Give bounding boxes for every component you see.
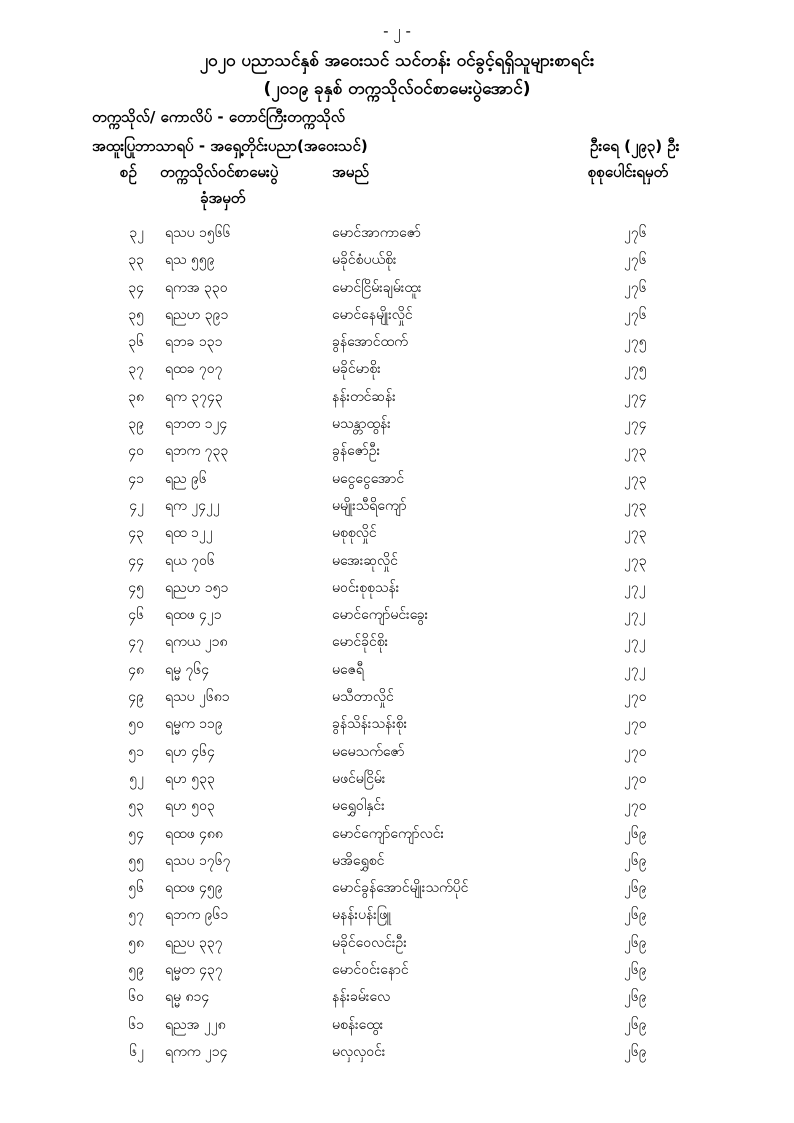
student-name: မဖင်မငြိမ်း [332,770,386,787]
table-row [0,657,794,684]
col-header-marks: စုစုပေါင်းရမှတ် [588,163,669,181]
major-label: အထူးပြုဘာသာရပ် - အရှေ့တိုင်းပညာ(အဝေးသင်) [92,137,368,155]
table-row [0,821,794,848]
roll-number: ရက ၃၇၄၃ [165,388,223,405]
total-marks: ၂၇၂ [624,661,646,678]
roll-number: ရဟ ၄၆၄ [165,743,215,760]
table-row [0,247,794,274]
roll-number: ရဟ ၅၀၃ [165,798,215,815]
row-number: ၄၄ [128,552,144,569]
roll-number: ရကယ ၂၁၈ [165,634,228,651]
total-marks: ၂၆၉ [624,880,647,897]
student-name: မလှလှဝင်း [332,1043,386,1060]
total-marks: ၂၇၃ [624,443,647,460]
results-table [0,220,794,1066]
col-header-roll-line2: ခုံအမှတ် [200,189,246,207]
table-row [0,930,794,957]
table-row [0,493,794,520]
university-label: တက္ကသိုလ်/ ကောလိပ် - တောင်ကြီးတက္ကသိုလ် [92,108,345,126]
roll-number: ရညပ ၃၃၇ [165,934,223,951]
document-subtitle: (၂၀၁၉ ခုနှစ် တက္ကသိုလ်ဝင်စာမေးပွဲအောင်) [263,79,531,99]
total-marks: ၂၇၃ [624,552,647,569]
student-name: မောင်နေမျိုးလှိုင် [332,306,413,323]
student-name: မရွှေဝါနှင်း [332,798,385,815]
total-marks: ၂၆၉ [624,1043,647,1060]
row-number: ၅၂ [129,770,144,787]
total-marks: ၂၇၀ [624,689,647,706]
student-name: မောင်ကျော်မင်းခွေး [332,607,429,624]
table-row [0,629,794,656]
row-number: ၃၈ [128,388,144,405]
student-name: မဝင်းစုစုသန်း [332,579,400,596]
total-marks: ၂၇၆ [624,279,647,296]
table-row [0,466,794,493]
roll-number: ရသပ ၁၅၆၆ [165,225,231,241]
total-marks: ၂၇၀ [624,716,647,733]
roll-number: ရဘက ၇၃၃ [165,443,229,460]
total-marks: ၂၇၂ [624,634,646,651]
total-marks: ၂၇၅ [624,361,647,378]
student-name: မောင်ငြိမ်းချမ်းထူး [332,279,422,296]
table-row [0,384,794,411]
row-number: ၄၁ [128,470,144,487]
student-name: မသန္တာထွန်း [332,416,391,433]
table-header [0,163,794,191]
row-number: ၃၅ [128,306,144,323]
row-number: ၄၃ [128,525,144,542]
roll-number: ရထဖ ၄၈၈ [165,825,223,842]
roll-number: ရဟ ၅၃၃ [165,770,215,787]
roll-number: ရည ၉၆ [165,470,207,487]
table-row [0,684,794,711]
student-name: မမျိုးသီရိကျော် [332,497,407,514]
row-number: ၆၀ [128,989,144,1006]
total-marks: ၂၇၀ [624,798,647,815]
row-number: ၆၂ [129,1043,144,1060]
row-number: ၃၂ [129,225,144,241]
student-name: ခွန်သိန်းသန်းစိုး [332,716,408,733]
total-marks: ၂၆၉ [624,825,647,842]
roll-number: ရက ၂၄၂၂ [165,497,220,514]
table-header-line2 [0,189,794,217]
total-marks: ၂၇၀ [624,743,647,760]
roll-number: ရထဖ ၄၅၉ [165,880,223,897]
table-row [0,875,794,902]
total-marks: ၂၇၅ [624,334,647,351]
row-number: ၅၄ [128,825,144,842]
roll-number: ရမ္မ ၇၆၄ [165,661,210,678]
student-name: မနန်းပန်းဖြူ [332,907,392,924]
row-number: ၃၄ [128,279,144,296]
row-number: ၅၆ [128,880,144,897]
student-name: မဇေရီ [332,661,364,678]
col-header-name: အမည် [332,163,369,181]
table-row [0,711,794,738]
roll-number: ရကက ၂၁၄ [165,1043,228,1060]
table-row [0,902,794,929]
row-number: ၄၅ [128,579,144,596]
row-number: ၅၉ [128,962,144,979]
total-marks: ၂၆၉ [624,962,647,979]
total-marks: ၂၆၉ [624,852,647,869]
student-name: နန်းခမ်းလေ [332,989,391,1006]
roll-number: ရကအ ၃၃၀ [165,279,228,296]
col-header-roll: တက္ကသိုလ်ဝင်စာမေးပွဲ [160,163,279,181]
row-number: ၅၃ [128,798,144,815]
student-name: မအေးဆုလှိုင် [332,552,398,569]
table-row [0,329,794,356]
total-marks: ၂၆၉ [624,1016,647,1033]
total-marks: ၂၇၆ [624,225,647,241]
row-number: ၆၁ [128,1016,144,1033]
table-row [0,302,794,329]
total-marks: ၂၇၂ [624,579,646,596]
table-row [0,520,794,547]
table-row [0,739,794,766]
roll-number: ရညအ ၂၂၈ [165,1016,226,1033]
roll-number: ရထခ ၇၀၇ [165,361,223,378]
total-marks: ၂၇၆ [624,252,647,269]
table-row [0,602,794,629]
total-marks: ၂၇၀ [624,770,647,787]
student-name: မစန်းထွေး [332,1016,384,1033]
page-number: - ၂ - [383,22,411,40]
roll-number: ရမ္မတ ၄၃၇ [165,962,223,979]
roll-number: ရထ ၁၂၂ [165,525,213,542]
count-label: ဦးရေ (၂၉၃) ဦး [590,137,680,155]
document-title: ၂၀၂၀ ပညာသင်နှစ် အဝေးသင် သင်တန်း ဝင်ခွင့်ရရှိသူများစာရင်း [199,51,595,71]
student-name: မမေသက်ဇော် [332,743,405,760]
student-name: မောင်ခိုင်စိုး [332,634,389,651]
row-number: ၄၆ [128,607,144,624]
student-name: နန်းတင်ဆန်း [332,388,396,405]
roll-number: ရသပ ၁၇၆၇ [165,852,231,869]
row-number: ၅၈ [128,934,144,951]
row-number: ၅၇ [128,907,144,924]
total-marks: ၂၇၃ [624,497,647,514]
table-row [0,957,794,984]
student-name: မောင်ခွန်အောင်မျိုးသက်ပိုင် [332,880,469,897]
row-number: ၃၃ [128,252,144,269]
student-name: မခိုင်စံပယ်စိုး [332,252,397,269]
student-name: မငွေငွေအောင် [332,470,405,487]
total-marks: ၂၆၉ [624,907,647,924]
roll-number: ရဘတ ၁၂၄ [165,416,228,433]
roll-number: ရယ ၇၀၆ [165,552,215,569]
student-name: ခွန်အောင်ထက် [332,334,408,351]
roll-number: ရသပ ၂၆၈၁ [165,689,230,706]
row-number: ၅၅ [128,852,144,869]
roll-number: ရဘခ ၁၃၁ [165,334,223,351]
table-row [0,411,794,438]
table-row [0,1039,794,1066]
roll-number: ရမ္မ ၈၁၄ [165,989,210,1006]
row-number: ၄၉ [128,689,144,706]
student-name: မောင်ကျော်ကျော်လင်း [332,825,445,842]
student-name: မောင်ဝင်းနောင် [332,962,409,979]
total-marks: ၂၇၆ [624,306,647,323]
table-row [0,275,794,302]
row-number: ၄၂ [129,497,144,514]
student-name: မစုစုလှိုင် [332,525,377,542]
roll-number: ရမ္မက ၁၁၉ [165,716,223,733]
student-name: မခိုင်မာစိုး [332,361,381,378]
header-row-major [0,137,794,165]
total-marks: ၂၇၃ [624,525,647,542]
table-row [0,548,794,575]
row-number: ၅၁ [128,743,144,760]
table-row [0,848,794,875]
table-row [0,356,794,383]
row-number: ၄၇ [128,634,144,651]
col-header-no: စဉ် [120,163,137,181]
row-number: ၄၀ [128,443,144,460]
row-number: ၃၇ [128,361,144,378]
student-name: မသီတာလှိုင် [332,689,394,706]
total-marks: ၂၆၉ [624,989,647,1006]
row-number: ၃၉ [128,416,144,433]
total-marks: ၂၇၄ [624,416,647,433]
table-row [0,766,794,793]
student-name: မခိုင်ဝေလင်းဦး [332,934,407,951]
roll-number: ရထဖ ၄၂၁ [165,607,222,624]
table-row [0,984,794,1011]
total-marks: ၂၆၉ [624,934,647,951]
row-number: ၃၆ [128,334,144,351]
student-name: ခွန်ဇော်ဦး [332,443,381,460]
table-row [0,438,794,465]
roll-number: ရညဟ ၁၅၁ [165,579,229,596]
roll-number: ရသ ၅၅၉ [165,252,215,269]
total-marks: ၂၇၄ [624,388,647,405]
roll-number: ရညဟ ၃၉၁ [165,306,229,323]
table-row [0,1012,794,1039]
row-number: ၅၀ [128,716,144,733]
student-name: မောင်အာကာဇော် [332,225,421,241]
table-row [0,575,794,602]
student-name: မအိရွှေစင် [332,852,385,869]
total-marks: ၂၇၂ [624,607,646,624]
total-marks: ၂၇၃ [624,470,647,487]
table-row [0,793,794,820]
roll-number: ရဘက ၉၆၁ [165,907,229,924]
table-row [0,220,794,247]
row-number: ၄၈ [128,661,144,678]
